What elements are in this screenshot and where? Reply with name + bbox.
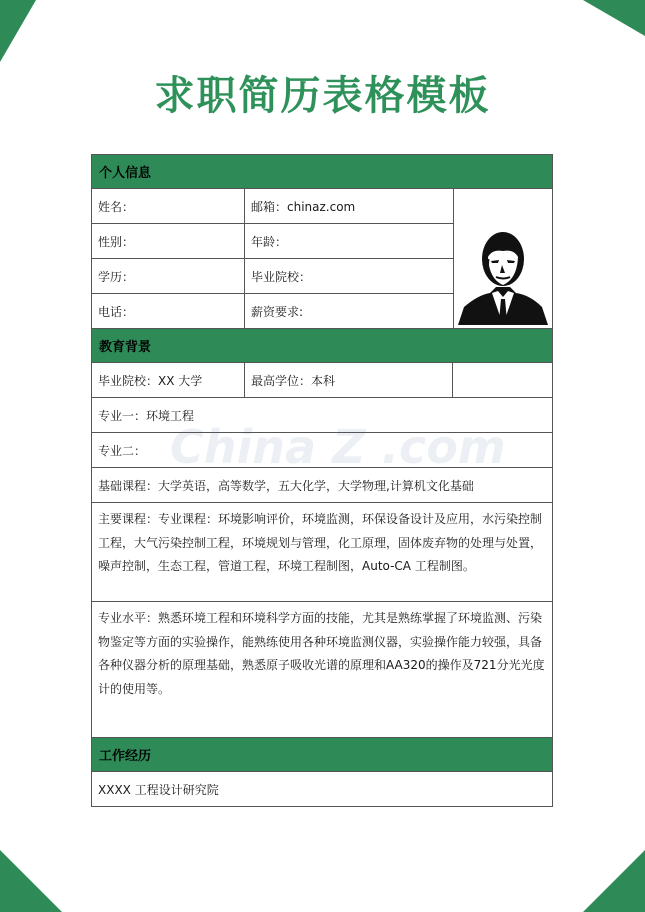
personal-info-block <box>92 189 552 329</box>
major-one-field: 专业一：环境工程 <box>98 408 195 423</box>
education-school-field: 毕业院校：XX 大学 <box>92 363 245 397</box>
basic-courses-field: 基础课程：大学英语，高等数学，五大化学，大学物理,计算机文化基础 <box>98 478 474 493</box>
email-field: 邮箱：chinaz.com <box>251 199 356 214</box>
page-title: 求职简历表格模板 <box>154 73 491 119</box>
resume-table <box>91 154 553 807</box>
section-header-personal: 个人信息 <box>92 155 552 189</box>
degree-field: 学历： <box>92 259 245 293</box>
corner-decoration-top-left <box>0 0 36 62</box>
corner-decoration-bottom-left <box>0 850 62 912</box>
corner-decoration-bottom-right <box>583 850 645 912</box>
age-field: 年龄： <box>251 234 288 249</box>
education-empty-cell <box>453 363 552 397</box>
corner-decoration-top-right <box>583 0 645 36</box>
gender-field: 性别： <box>92 224 245 258</box>
work-item: XXXX 工程设计研究院 <box>98 782 219 797</box>
section-header-education: 教育背景 <box>92 329 552 363</box>
watermark-logo: China Z .com <box>170 420 506 474</box>
main-courses-field: 主要课程：专业课程：环境影响评价，环境监测，环保设备设计及应用，水污染控制工程，大气污染控制工程，环境规划与管理，化工原理，固体废弃物的处理与处置，噪声控制，生态工程，管道工程，环境工程制图，Auto-CA 工程制图。 <box>98 512 543 573</box>
major-two-field: 专业二： <box>98 443 147 458</box>
education-degree-field: 最高学位：本科 <box>245 363 453 397</box>
salary-field: 薪资要求: <box>251 304 304 319</box>
phone-field: 电话： <box>92 294 245 328</box>
section-header-work: 工作经历 <box>92 738 552 772</box>
school-field: 毕业院校： <box>251 269 312 284</box>
profile-photo <box>454 189 552 325</box>
name-field: 姓名： <box>92 189 245 223</box>
skills-field: 专业水平：熟悉环境工程和环境科学方面的技能，尤其是熟练掌握了环境监测、污染物鉴定等方面的实验操作，能熟练使用各种环境监测仪器，实验操作能力较强，具备各种仪器分析的原理基础，熟悉原子吸收光谱的原理和AA320的操作及721分光光度计的使用等。 <box>98 611 545 696</box>
portrait-silhouette-icon <box>458 221 548 325</box>
